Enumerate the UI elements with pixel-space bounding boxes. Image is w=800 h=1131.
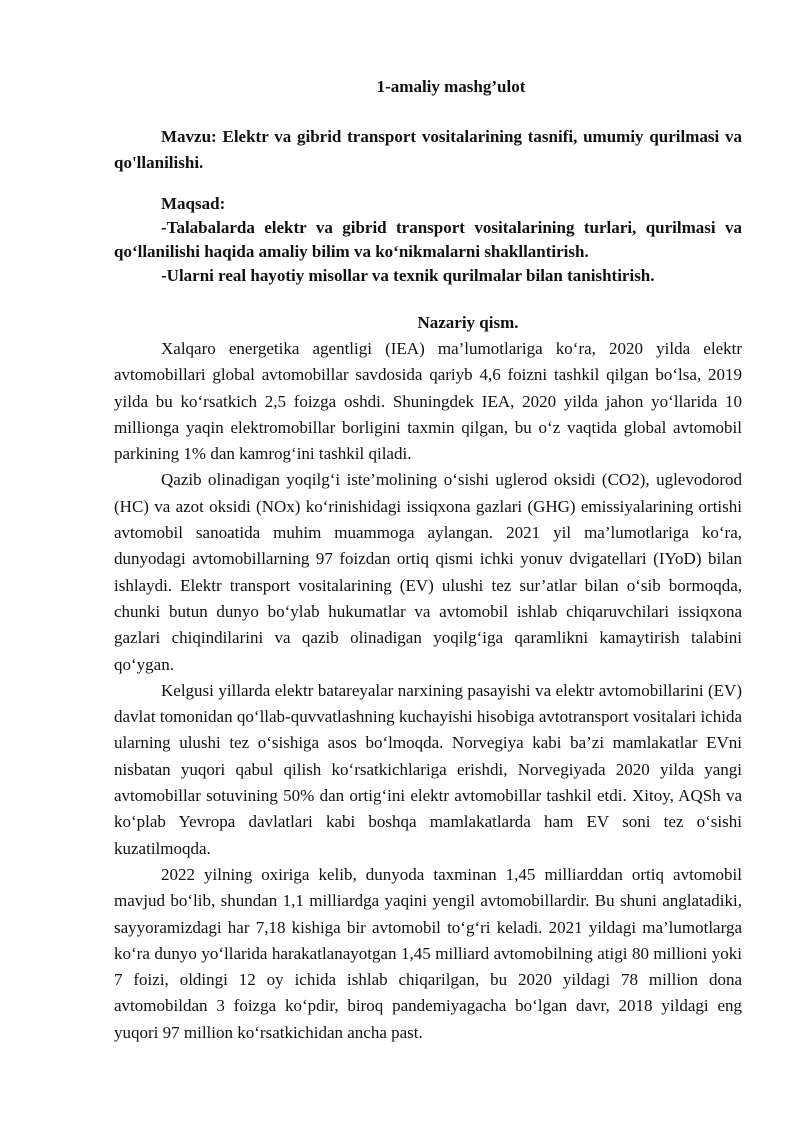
goal-heading: Maqsad: [161, 194, 226, 213]
topic-paragraph: Mavzu: Elektr va gibrid transport vositalarining tasnifi, umumiy qurilmasi va qo'llanilishi. [114, 127, 742, 172]
body-paragraph-4: 2022 yilning oxiriga kelib, dunyoda taxminan 1,45 milliarddan ortiq avtomobil mavjud bo‘lib, shundan 1,1 milliardga yaqini yengil avtomobillardir. Bu shuni anglatadiki, sayyoramizdagi har 7,18 kishiga bir avtomobil to‘g‘ri keladi. 2021 yildagi ma’lumotlarga ko‘ra dunyo yo‘llarida harakatlanayotgan 1,45 milliard avtomobilning atigi 80 millioni yoki 7 foizi, oldingi 12 oy ichida ishlab chiqarilgan, bu 2020 yildagi 78 million dona avtomobildan 3 foizga ko‘pdir, biroq pandemiyagacha bo‘lgan davr, 2018 yildagi eng yuqori 97 million ko‘rsatkichidan ancha past. [114, 864, 742, 1042]
body-paragraph-2: Qazib olinadigan yoqilg‘i iste’molining o‘sishi uglerod oksidi (CO2), uglevodorod (HC) va azot oksidi (NOx) ko‘rinishidagi issiqxona gazlari (GHG) emissiyalarining ortishi avtomobil sanoatida muhim muammoga aylangan. 2021 yil ma’lumotlariga ko‘ra, dunyodagi avtomobillarning 97 foizdan ortiq qismi ichki yonuv dvigatellari (IYoD) bilan ishlaydi. Elektr transport vositalarining (EV) ulushi tez sur’atlar bilan o‘sib bormoqda, chunki butun dunyo bo‘ylab hukumatlar va avtomobil ishlab chiqaruvchilari issiqxona gazlari chiqindilarini va qazib olinadigan yoqilg‘iga qaramlikni kamaytirish talabini qo‘ygan. [114, 470, 742, 674]
section-heading: Nazariy qism. [417, 313, 519, 332]
goal-item-1: -Talabalarda elektr va gibrid transport vositalarining turlari, qurilmasi va qo‘llanilishi haqida amaliy bilim va ko‘nikmalarni shakllantirish. [114, 218, 742, 261]
body-paragraph-1: Xalqaro energetika agentligi (IEA) ma’lumotlariga ko‘ra, 2020 yilda elektr avtomobillari global avtomobillar savdosida qariyb 4,6 foizni tashkil qilgan bo‘lsa, 2019 yilda bu ko‘rsatkich 2,5 foizga oshdi. Shuningdek IEA, 2020 yilda jahon yo‘llarida 10 millionga yaqin elektromobillar borligini taxmin qilgan, bu o‘z vaqtida global avtomobil parkining 1% dan kamrog‘ini tashkil qiladi. [114, 339, 742, 464]
document-title: 1-amaliy mashg’ulot [376, 77, 526, 96]
goal-item-2: -Ularni real hayotiy misollar va texnik qurilmalar bilan tanishtirish. [161, 266, 655, 285]
body-paragraph-3: Kelgusi yillarda elektr batareyalar narxining pasayishi va elektr avtomobillarini (EV) davlat tomonidan qo‘llab-quvvatlashning kuchayishi hisobiga avtotransport vositalari ichida ularning ulushi tez o‘sishiga asos bo‘lmoqda. Norvegiya kabi ba’zi mamlakatlar EVni nisbatan yuqori qabul qilish ko‘rsatkichlariga erishdi, Norvegiyada 2020 yilda yangi avtomobillar sotuvining 50% dan ortig‘ini elektr avtomobillar tashkil etdi. Xitoy, AQSh va ko‘plab Yevropa davlatlari kabi boshqa mamlakatlarda ham EV soni tez o‘sishi kuzatilmoqda. [114, 680, 742, 858]
document-page [114, 74, 742, 1046]
